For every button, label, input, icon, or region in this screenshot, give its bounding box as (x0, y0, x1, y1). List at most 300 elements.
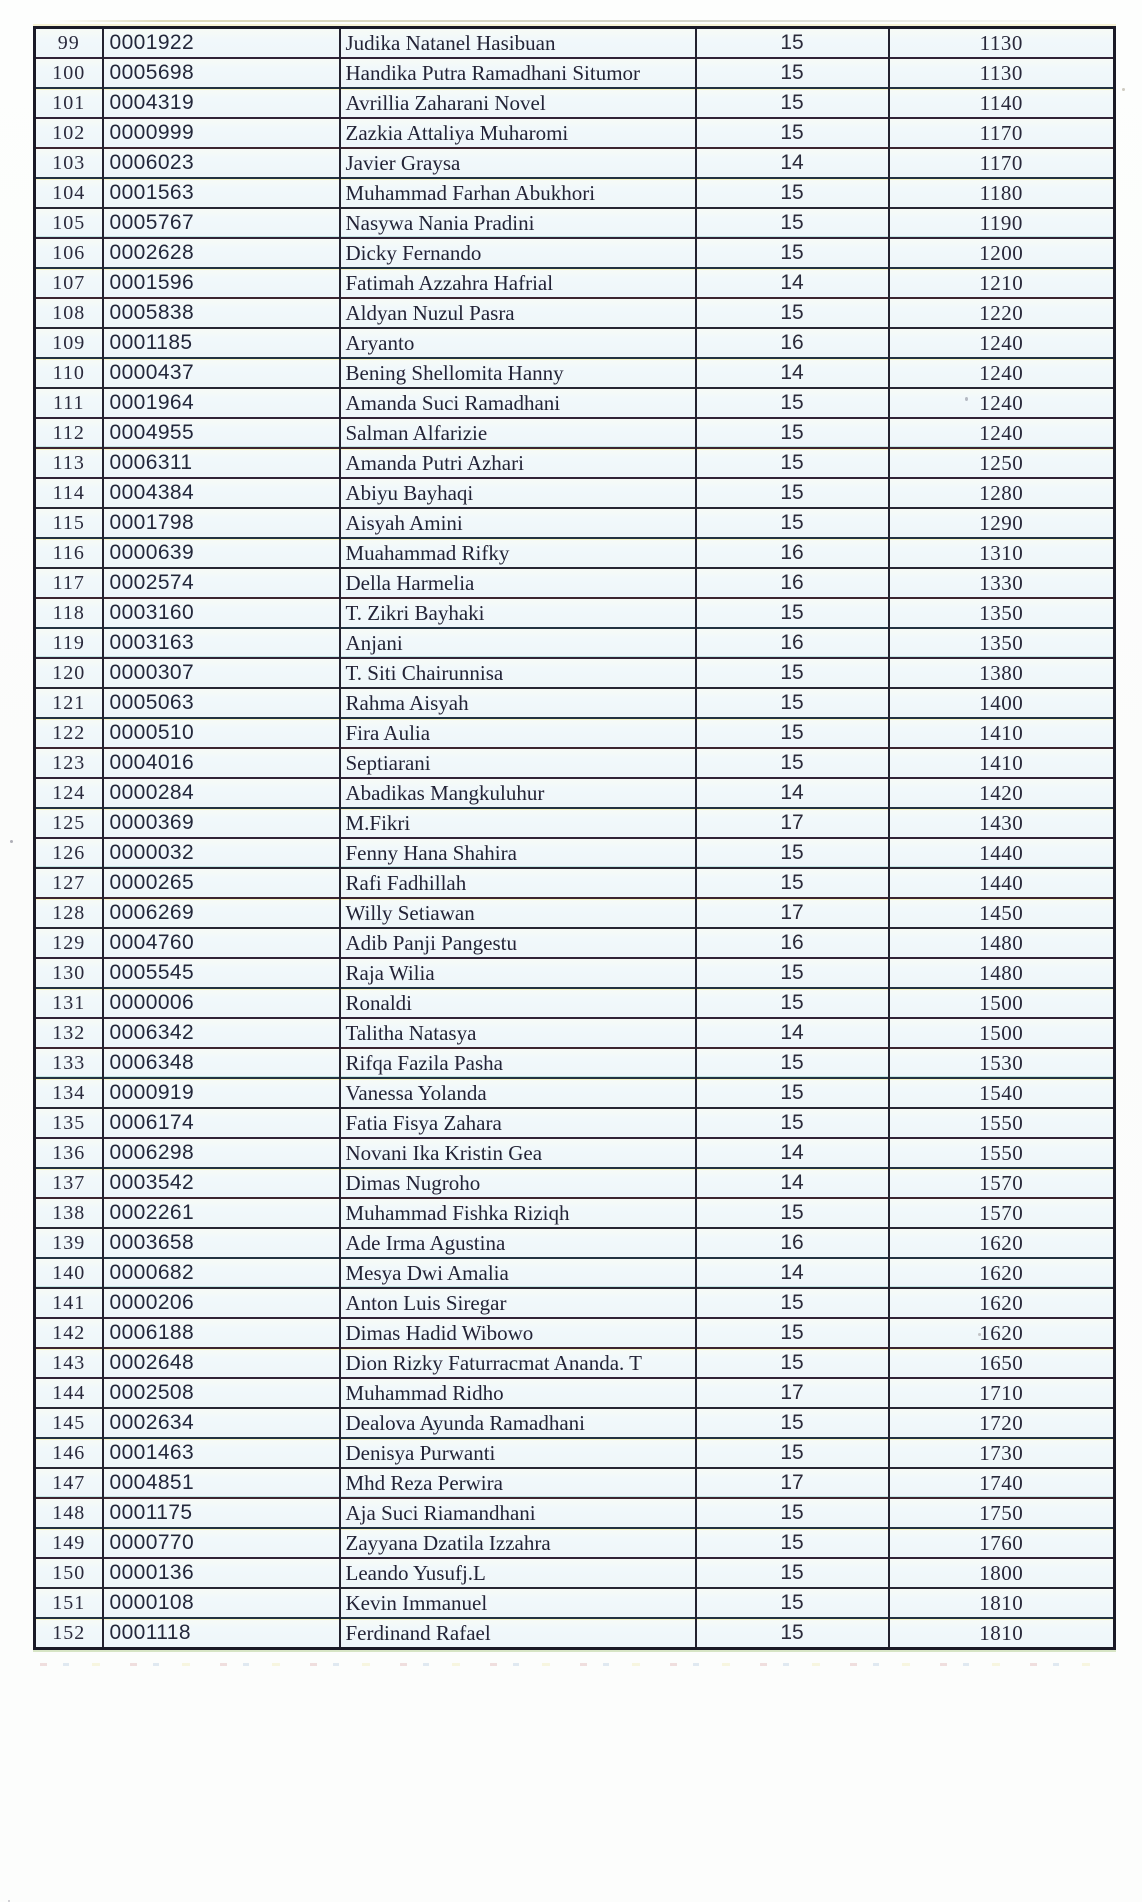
score-cell: 14 (696, 148, 889, 178)
score-cell: 15 (696, 478, 889, 508)
value-cell: 1620 (889, 1228, 1115, 1258)
id-cell: 0000265 (103, 868, 340, 898)
name-cell: Dion Rizky Faturracmat Ananda. T (340, 1348, 696, 1378)
table-row (35, 1528, 1115, 1558)
row-number-cell: 100 (35, 58, 103, 88)
table-row (35, 418, 1115, 448)
id-cell: 0000108 (103, 1588, 340, 1618)
id-cell: 0001563 (103, 178, 340, 208)
row-number-cell: 151 (35, 1588, 103, 1618)
row-number-cell: 120 (35, 658, 103, 688)
score-cell: 15 (696, 1408, 889, 1438)
name-cell: Aja Suci Riamandhani (340, 1498, 696, 1528)
id-cell: 0006023 (103, 148, 340, 178)
value-cell: 1480 (889, 928, 1115, 958)
score-cell: 15 (696, 1588, 889, 1618)
value-cell: 1650 (889, 1348, 1115, 1378)
score-cell: 14 (696, 1138, 889, 1168)
id-cell: 0003542 (103, 1168, 340, 1198)
id-cell: 0001185 (103, 328, 340, 358)
value-cell: 1170 (889, 148, 1115, 178)
name-cell: Judika Natanel Hasibuan (340, 28, 696, 59)
id-cell: 0001798 (103, 508, 340, 538)
table-row (35, 448, 1115, 478)
row-number-cell: 150 (35, 1558, 103, 1588)
row-number-cell: 107 (35, 268, 103, 298)
table-row (35, 1168, 1115, 1198)
table-row (35, 1078, 1115, 1108)
score-cell: 15 (696, 28, 889, 59)
score-cell: 16 (696, 628, 889, 658)
name-cell: Aisyah Amini (340, 508, 696, 538)
name-cell: Abadikas Mangkuluhur (340, 778, 696, 808)
value-cell: 1730 (889, 1438, 1115, 1468)
scan-speckle (978, 1333, 981, 1336)
name-cell: Nasywa Nania Pradini (340, 208, 696, 238)
row-number-cell: 113 (35, 448, 103, 478)
row-number-cell: 136 (35, 1138, 103, 1168)
id-cell: 0000369 (103, 808, 340, 838)
table-row (35, 988, 1115, 1018)
value-cell: 1240 (889, 358, 1115, 388)
row-number-cell: 130 (35, 958, 103, 988)
name-cell: Bening Shellomita Hanny (340, 358, 696, 388)
table-row (35, 1408, 1115, 1438)
value-cell: 1380 (889, 658, 1115, 688)
table-row (35, 568, 1115, 598)
value-cell: 1570 (889, 1198, 1115, 1228)
scan-speckle (1122, 88, 1125, 91)
row-number-cell: 140 (35, 1258, 103, 1288)
id-cell: 0002648 (103, 1348, 340, 1378)
name-cell: Fira Aulia (340, 718, 696, 748)
id-cell: 0000639 (103, 538, 340, 568)
row-number-cell: 142 (35, 1318, 103, 1348)
name-cell: Muhammad Farhan Abukhori (340, 178, 696, 208)
row-number-cell: 123 (35, 748, 103, 778)
score-cell: 14 (696, 778, 889, 808)
value-cell: 1480 (889, 958, 1115, 988)
name-cell: Septiarani (340, 748, 696, 778)
value-cell: 1410 (889, 718, 1115, 748)
id-cell: 0001118 (103, 1618, 340, 1649)
table-row (35, 628, 1115, 658)
score-cell: 15 (696, 958, 889, 988)
table-row (35, 88, 1115, 118)
table-row (35, 688, 1115, 718)
value-cell: 1620 (889, 1318, 1115, 1348)
id-cell: 0000006 (103, 988, 340, 1018)
name-cell: Handika Putra Ramadhani Situmor (340, 58, 696, 88)
score-cell: 15 (696, 298, 889, 328)
row-number-cell: 99 (35, 28, 103, 59)
row-number-cell: 125 (35, 808, 103, 838)
row-number-cell: 135 (35, 1108, 103, 1138)
table-row (35, 1348, 1115, 1378)
score-cell: 15 (696, 658, 889, 688)
score-cell: 15 (696, 388, 889, 418)
score-cell: 15 (696, 418, 889, 448)
row-number-cell: 132 (35, 1018, 103, 1048)
row-number-cell: 129 (35, 928, 103, 958)
table-row (35, 508, 1115, 538)
id-cell: 0002508 (103, 1378, 340, 1408)
value-cell: 1240 (889, 388, 1115, 418)
name-cell: Adib Panji Pangestu (340, 928, 696, 958)
id-cell: 0002628 (103, 238, 340, 268)
name-cell: Anjani (340, 628, 696, 658)
name-cell: Dimas Nugroho (340, 1168, 696, 1198)
table-row (35, 118, 1115, 148)
value-cell: 1620 (889, 1258, 1115, 1288)
name-cell: Fatia Fisya Zahara (340, 1108, 696, 1138)
row-number-cell: 118 (35, 598, 103, 628)
name-cell: T. Zikri Bayhaki (340, 598, 696, 628)
name-cell: Anton Luis Siregar (340, 1288, 696, 1318)
table-row (35, 1588, 1115, 1618)
id-cell: 0001175 (103, 1498, 340, 1528)
score-cell: 16 (696, 1228, 889, 1258)
id-cell: 0004384 (103, 478, 340, 508)
name-cell: Amanda Suci Ramadhani (340, 388, 696, 418)
row-number-cell: 149 (35, 1528, 103, 1558)
score-cell: 15 (696, 508, 889, 538)
table-row (35, 298, 1115, 328)
row-number-cell: 146 (35, 1438, 103, 1468)
value-cell: 1190 (889, 208, 1115, 238)
id-cell: 0000919 (103, 1078, 340, 1108)
id-cell: 0006188 (103, 1318, 340, 1348)
table-row (35, 478, 1115, 508)
row-number-cell: 108 (35, 298, 103, 328)
table-row (35, 1018, 1115, 1048)
id-cell: 0005767 (103, 208, 340, 238)
id-cell: 0005545 (103, 958, 340, 988)
score-cell: 15 (696, 1318, 889, 1348)
table-row (35, 1048, 1115, 1078)
value-cell: 1130 (889, 28, 1115, 59)
table-row (35, 1438, 1115, 1468)
score-cell: 15 (696, 1438, 889, 1468)
table-row (35, 1618, 1115, 1649)
score-cell: 15 (696, 88, 889, 118)
table-row (35, 1288, 1115, 1318)
score-cell: 15 (696, 1558, 889, 1588)
name-cell: Dealova Ayunda Ramadhani (340, 1408, 696, 1438)
id-cell: 0004760 (103, 928, 340, 958)
row-number-cell: 121 (35, 688, 103, 718)
id-cell: 0005838 (103, 298, 340, 328)
value-cell: 1540 (889, 1078, 1115, 1108)
value-cell: 1170 (889, 118, 1115, 148)
id-cell: 0000770 (103, 1528, 340, 1558)
value-cell: 1710 (889, 1378, 1115, 1408)
scan-speckle (965, 397, 968, 401)
table-row (35, 838, 1115, 868)
name-cell: Vanessa Yolanda (340, 1078, 696, 1108)
name-cell: Denisya Purwanti (340, 1438, 696, 1468)
value-cell: 1620 (889, 1288, 1115, 1318)
value-cell: 1400 (889, 688, 1115, 718)
value-cell: 1800 (889, 1558, 1115, 1588)
row-number-cell: 126 (35, 838, 103, 868)
table-row (35, 1198, 1115, 1228)
id-cell: 0000206 (103, 1288, 340, 1318)
score-cell: 15 (696, 1198, 889, 1228)
name-cell: M.Fikri (340, 808, 696, 838)
id-cell: 0006269 (103, 898, 340, 928)
table-row (35, 1108, 1115, 1138)
name-cell: Talitha Natasya (340, 1018, 696, 1048)
id-cell: 0001463 (103, 1438, 340, 1468)
row-number-cell: 117 (35, 568, 103, 598)
row-number-cell: 111 (35, 388, 103, 418)
row-number-cell: 134 (35, 1078, 103, 1108)
value-cell: 1720 (889, 1408, 1115, 1438)
score-cell: 17 (696, 808, 889, 838)
name-cell: Muhammad Ridho (340, 1378, 696, 1408)
name-cell: Dicky Fernando (340, 238, 696, 268)
table-row (35, 1558, 1115, 1588)
table-row (35, 1498, 1115, 1528)
name-cell: Dimas Hadid Wibowo (340, 1318, 696, 1348)
score-cell: 15 (696, 1078, 889, 1108)
row-number-cell: 114 (35, 478, 103, 508)
score-cell: 15 (696, 1618, 889, 1649)
score-cell: 15 (696, 718, 889, 748)
table-row (35, 808, 1115, 838)
name-cell: Mhd Reza Perwira (340, 1468, 696, 1498)
id-cell: 0005698 (103, 58, 340, 88)
id-cell: 0000682 (103, 1258, 340, 1288)
id-cell: 0002261 (103, 1198, 340, 1228)
value-cell: 1220 (889, 298, 1115, 328)
value-cell: 1130 (889, 58, 1115, 88)
table-row (35, 1258, 1115, 1288)
id-cell: 0002574 (103, 568, 340, 598)
name-cell: Javier Graysa (340, 148, 696, 178)
name-cell: Rifqa Fazila Pasha (340, 1048, 696, 1078)
value-cell: 1550 (889, 1108, 1115, 1138)
table-row (35, 268, 1115, 298)
row-number-cell: 133 (35, 1048, 103, 1078)
name-cell: Muhammad Fishka Riziqh (340, 1198, 696, 1228)
value-cell: 1350 (889, 598, 1115, 628)
id-cell: 0004319 (103, 88, 340, 118)
row-number-cell: 124 (35, 778, 103, 808)
table-row (35, 1468, 1115, 1498)
name-cell: Willy Setiawan (340, 898, 696, 928)
value-cell: 1350 (889, 628, 1115, 658)
name-cell: Ade Irma Agustina (340, 1228, 696, 1258)
score-cell: 15 (696, 1288, 889, 1318)
value-cell: 1180 (889, 178, 1115, 208)
name-cell: Leando Yusufj.L (340, 1558, 696, 1588)
name-cell: Zayyana Dzatila Izzahra (340, 1528, 696, 1558)
row-number-cell: 139 (35, 1228, 103, 1258)
row-number-cell: 110 (35, 358, 103, 388)
id-cell: 0000307 (103, 658, 340, 688)
row-number-cell: 138 (35, 1198, 103, 1228)
id-cell: 0006348 (103, 1048, 340, 1078)
name-cell: Salman Alfarizie (340, 418, 696, 448)
score-cell: 14 (696, 1168, 889, 1198)
scan-artifact-line (56, 20, 1104, 22)
score-cell: 16 (696, 538, 889, 568)
score-cell: 16 (696, 568, 889, 598)
table-row (35, 898, 1115, 928)
table-row (35, 58, 1115, 88)
value-cell: 1760 (889, 1528, 1115, 1558)
row-number-cell: 104 (35, 178, 103, 208)
score-cell: 15 (696, 58, 889, 88)
score-cell: 15 (696, 868, 889, 898)
results-table (33, 26, 1116, 1650)
score-cell: 14 (696, 1018, 889, 1048)
score-cell: 15 (696, 238, 889, 268)
table-row (35, 958, 1115, 988)
table-row (35, 718, 1115, 748)
row-number-cell: 105 (35, 208, 103, 238)
score-cell: 16 (696, 328, 889, 358)
value-cell: 1440 (889, 868, 1115, 898)
name-cell: Abiyu Bayhaqi (340, 478, 696, 508)
id-cell: 0000136 (103, 1558, 340, 1588)
row-number-cell: 127 (35, 868, 103, 898)
id-cell: 0006298 (103, 1138, 340, 1168)
id-cell: 0001922 (103, 28, 340, 59)
row-number-cell: 152 (35, 1618, 103, 1649)
score-cell: 14 (696, 268, 889, 298)
name-cell: Avrillia Zaharani Novel (340, 88, 696, 118)
value-cell: 1810 (889, 1618, 1115, 1649)
row-number-cell: 145 (35, 1408, 103, 1438)
table-row (35, 928, 1115, 958)
id-cell: 0006311 (103, 448, 340, 478)
row-number-cell: 144 (35, 1378, 103, 1408)
row-number-cell: 116 (35, 538, 103, 568)
table-row (35, 1378, 1115, 1408)
value-cell: 1810 (889, 1588, 1115, 1618)
value-cell: 1280 (889, 478, 1115, 508)
table-row (35, 148, 1115, 178)
value-cell: 1430 (889, 808, 1115, 838)
score-cell: 14 (696, 358, 889, 388)
name-cell: Raja Wilia (340, 958, 696, 988)
id-cell: 0000999 (103, 118, 340, 148)
name-cell: Aldyan Nuzul Pasra (340, 298, 696, 328)
name-cell: Novani Ika Kristin Gea (340, 1138, 696, 1168)
table-row (35, 778, 1115, 808)
value-cell: 1200 (889, 238, 1115, 268)
value-cell: 1750 (889, 1498, 1115, 1528)
id-cell: 0000437 (103, 358, 340, 388)
value-cell: 1530 (889, 1048, 1115, 1078)
score-cell: 14 (696, 1258, 889, 1288)
row-number-cell: 102 (35, 118, 103, 148)
row-number-cell: 119 (35, 628, 103, 658)
table-row (35, 1318, 1115, 1348)
table-row (35, 178, 1115, 208)
name-cell: Rahma Aisyah (340, 688, 696, 718)
row-number-cell: 122 (35, 718, 103, 748)
value-cell: 1500 (889, 1018, 1115, 1048)
value-cell: 1290 (889, 508, 1115, 538)
score-cell: 15 (696, 988, 889, 1018)
score-cell: 15 (696, 208, 889, 238)
score-cell: 15 (696, 1528, 889, 1558)
value-cell: 1330 (889, 568, 1115, 598)
value-cell: 1740 (889, 1468, 1115, 1498)
table-row (35, 358, 1115, 388)
table-row (35, 598, 1115, 628)
score-cell: 15 (696, 1048, 889, 1078)
table-row (35, 748, 1115, 778)
row-number-cell: 112 (35, 418, 103, 448)
value-cell: 1550 (889, 1138, 1115, 1168)
name-cell: Muahammad Rifky (340, 538, 696, 568)
value-cell: 1440 (889, 838, 1115, 868)
scan-speckle (10, 840, 13, 843)
id-cell: 0003160 (103, 598, 340, 628)
id-cell: 0004851 (103, 1468, 340, 1498)
table-row (35, 1138, 1115, 1168)
id-cell: 0001596 (103, 268, 340, 298)
id-cell: 0006174 (103, 1108, 340, 1138)
row-number-cell: 109 (35, 328, 103, 358)
value-cell: 1310 (889, 538, 1115, 568)
name-cell: T. Siti Chairunnisa (340, 658, 696, 688)
row-number-cell: 106 (35, 238, 103, 268)
name-cell: Rafi Fadhillah (340, 868, 696, 898)
value-cell: 1570 (889, 1168, 1115, 1198)
value-cell: 1240 (889, 328, 1115, 358)
score-cell: 15 (696, 1348, 889, 1378)
score-cell: 15 (696, 448, 889, 478)
score-cell: 15 (696, 838, 889, 868)
name-cell: Della Harmelia (340, 568, 696, 598)
scan-edge-noise (40, 1663, 1110, 1666)
name-cell: Aryanto (340, 328, 696, 358)
table-row (35, 328, 1115, 358)
row-number-cell: 148 (35, 1498, 103, 1528)
name-cell: Zazkia Attaliya Muharomi (340, 118, 696, 148)
score-cell: 15 (696, 1108, 889, 1138)
name-cell: Kevin Immanuel (340, 1588, 696, 1618)
name-cell: Fenny Hana Shahira (340, 838, 696, 868)
table-row (35, 28, 1115, 59)
table-row (35, 238, 1115, 268)
id-cell: 0000510 (103, 718, 340, 748)
row-number-cell: 128 (35, 898, 103, 928)
value-cell: 1450 (889, 898, 1115, 928)
id-cell: 0003163 (103, 628, 340, 658)
row-number-cell: 131 (35, 988, 103, 1018)
value-cell: 1410 (889, 748, 1115, 778)
table-row (35, 208, 1115, 238)
results-table-body (35, 28, 1115, 1649)
table-row (35, 388, 1115, 418)
row-number-cell: 103 (35, 148, 103, 178)
name-cell: Fatimah Azzahra Hafrial (340, 268, 696, 298)
row-number-cell: 115 (35, 508, 103, 538)
id-cell: 0005063 (103, 688, 340, 718)
score-cell: 15 (696, 688, 889, 718)
name-cell: Ferdinand Rafael (340, 1618, 696, 1649)
score-cell: 15 (696, 118, 889, 148)
id-cell: 0002634 (103, 1408, 340, 1438)
name-cell: Mesya Dwi Amalia (340, 1258, 696, 1288)
